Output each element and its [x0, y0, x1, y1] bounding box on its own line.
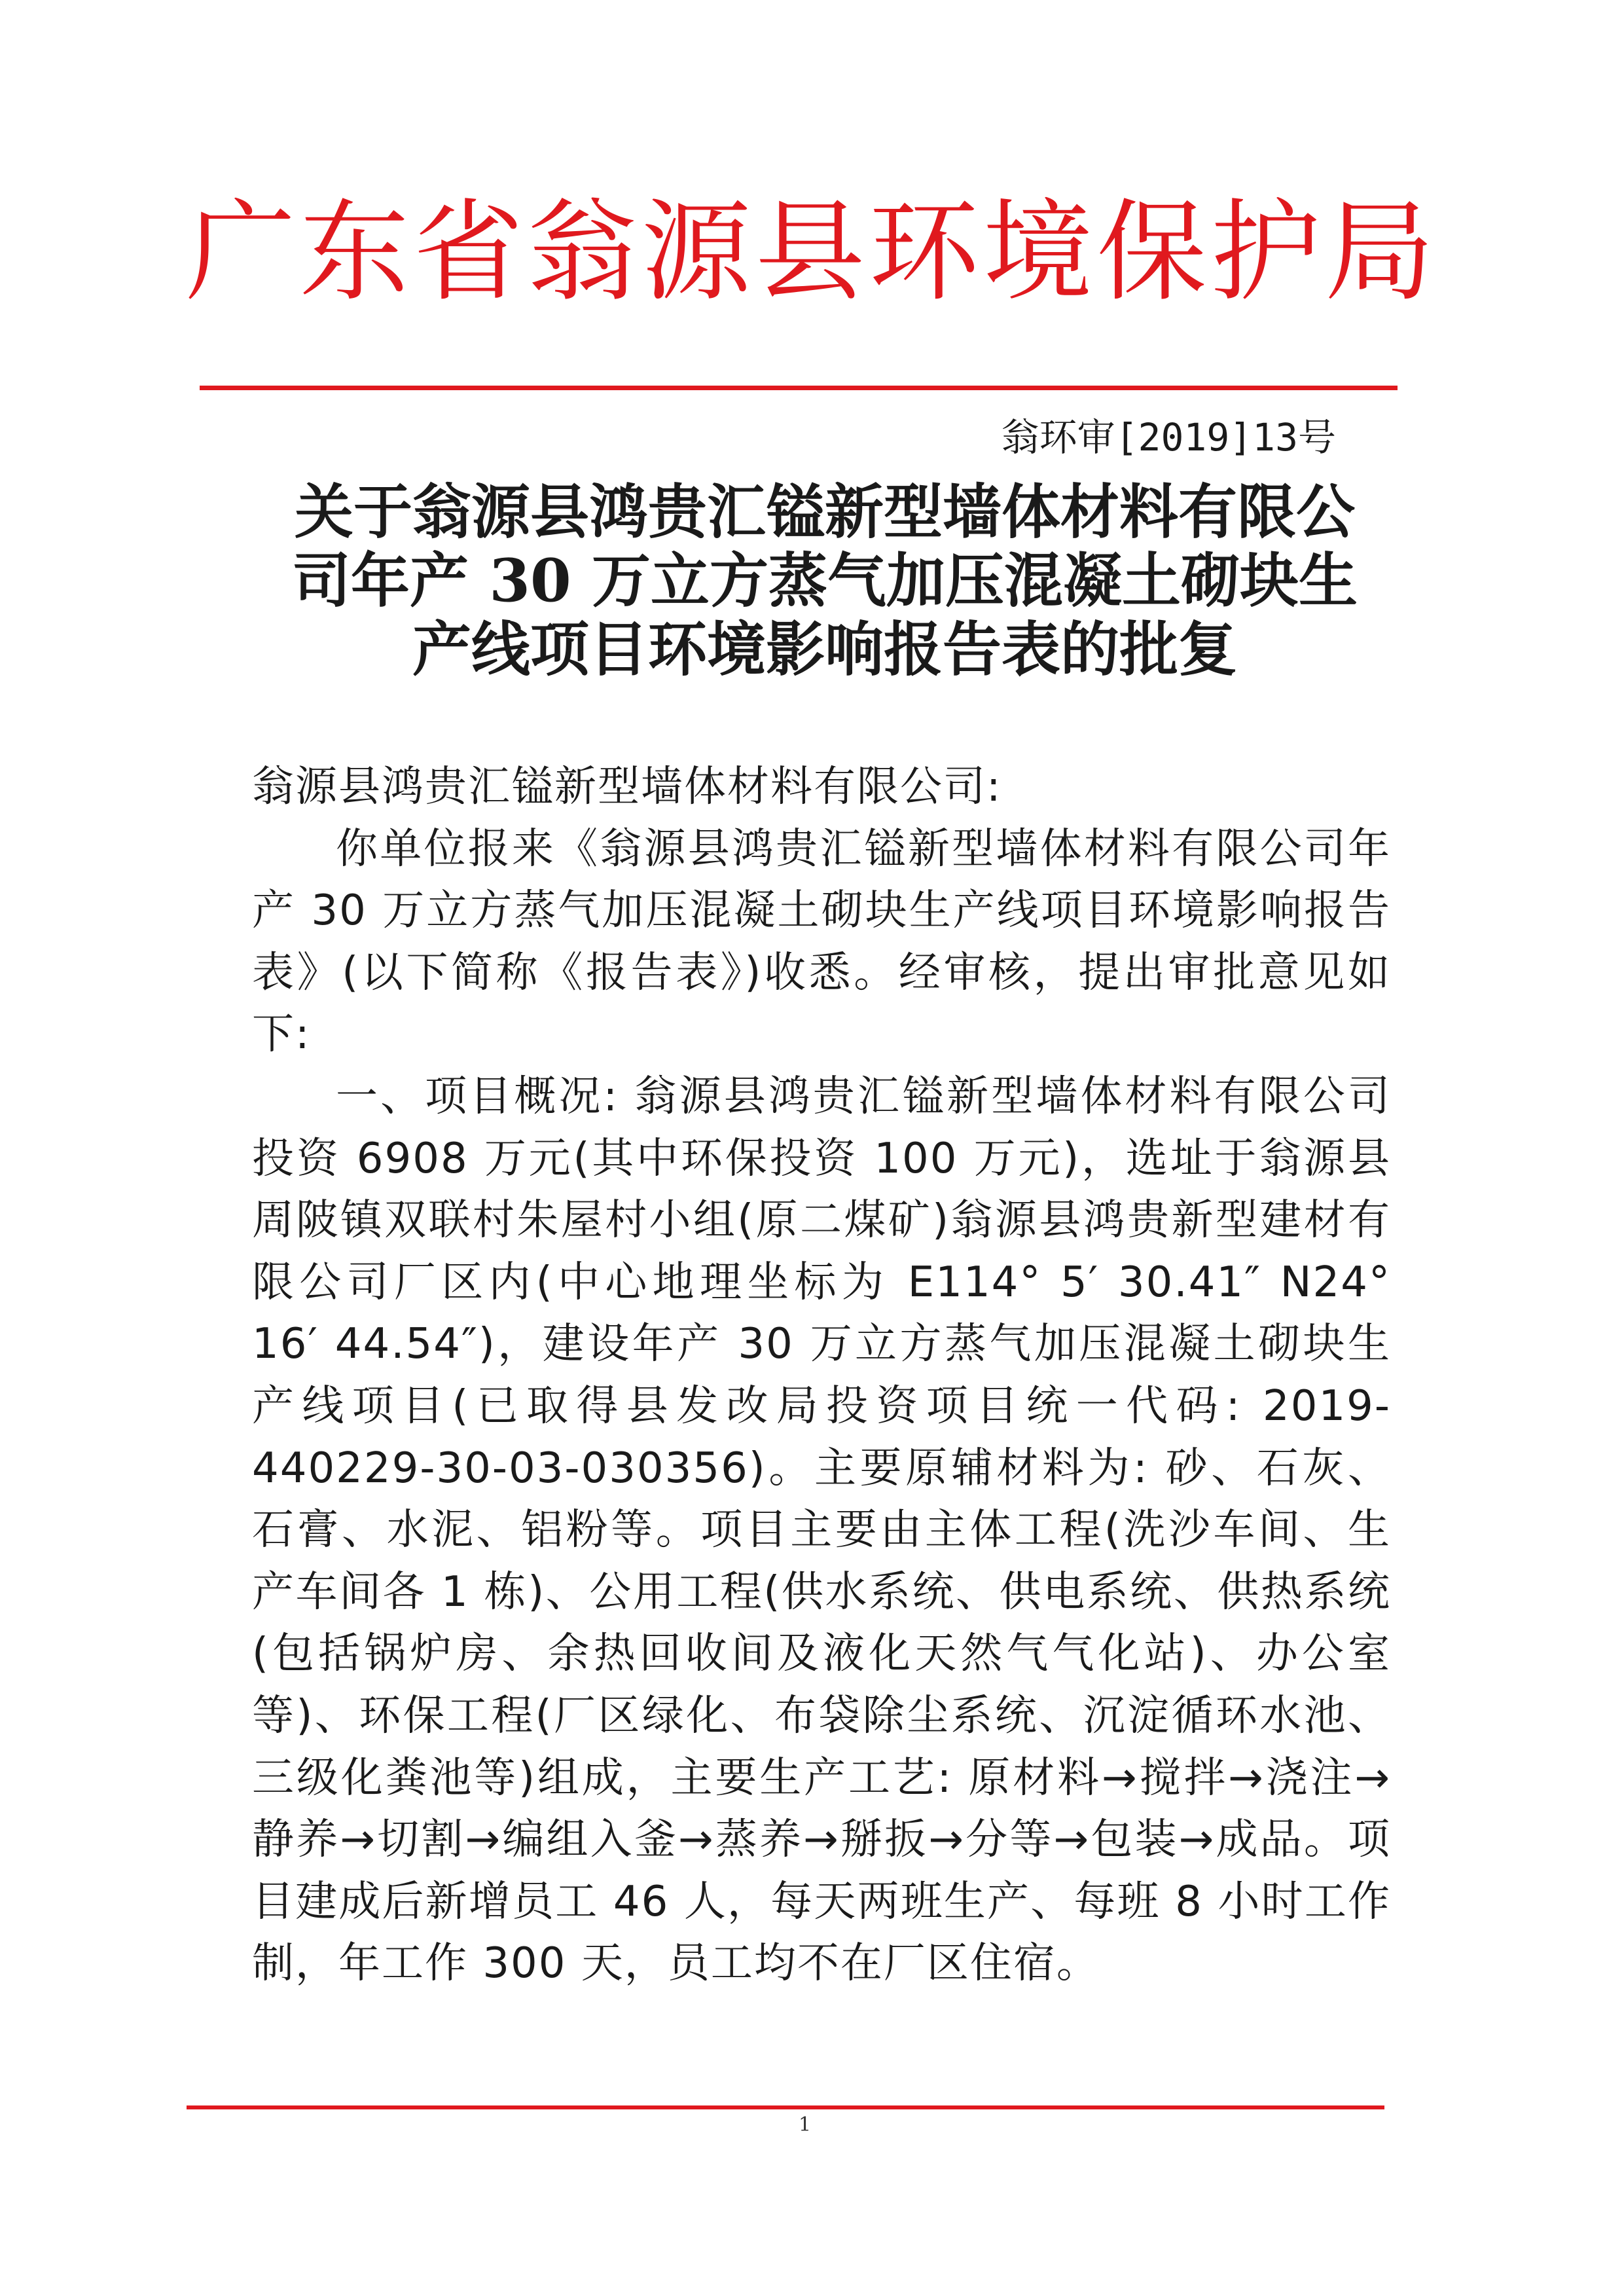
addressee: 翁源县鸿贵汇镒新型墙体材料有限公司: — [252, 763, 1002, 811]
document-body — [252, 756, 1391, 1995]
title-line: 司年产 30 万立方蒸气加压混凝土砌块生 — [292, 546, 1358, 615]
body-paragraph: 你单位报来《翁源县鸿贵汇镒新型墙体材料有限公司年产 30 万立方蒸气加压混凝土砌块生产线项目环境影响报告表》(以下简称《报告表》)收悉。经审核，提出审批意见如下: — [252, 824, 1391, 1059]
top-red-rule — [200, 386, 1398, 390]
title-line: 产线项目环境影响报告表的批复 — [412, 615, 1237, 684]
bottom-red-rule — [187, 2105, 1384, 2109]
page-number: 1 — [799, 2113, 812, 2136]
title-line: 关于翁源县鸿贵汇镒新型墙体材料有限公 — [295, 477, 1355, 547]
document-title — [275, 478, 1375, 684]
document-number: 翁环审[2019]13号 — [1001, 415, 1336, 460]
agency-masthead: 广东省翁源县环境保护局 — [185, 188, 1439, 316]
body-paragraph: 一、项目概况: 翁源县鸿贵汇镒新型墙体材料有限公司投资 6908 万元(其中环保投资 100 万元)，选址于翁源县周陂镇双联村朱屋村小组(原二煤矿)翁源县鸿贵新型建材有限公司厂区内(中心地理坐标为 E114° 5′ 30.41″ N24° 16′ 44.54″)，建设年产 30 万立方蒸气加压混凝土砌块生产线项目(已取得县发改局投资项目统一代码: 2019-440229-30-03-030356)。主要原辅材料为: 砂、石灰、石膏、水泥、铝粉等。项目主要由主体工程(洗沙车间、生产车间各 1 栋)、公用工程(供水系统、供电系统、供热系统(包括锅炉房、余热回收间及液化天然气气化站)、办公室等)、环保工程(厂区绿化、布袋除尘系统、沉淀循环水池、三级化粪池等)组成，主要生产工艺: 原材料→搅拌→浇注→静养→切割→编组入釜→蒸养→掰扳→分等→包装→成品。项目建成后新增员工 46 人，每天两班生产、每班 8 小时工作制，年工作 300 天，员工均不在厂区住宿。 — [252, 1072, 1391, 1988]
